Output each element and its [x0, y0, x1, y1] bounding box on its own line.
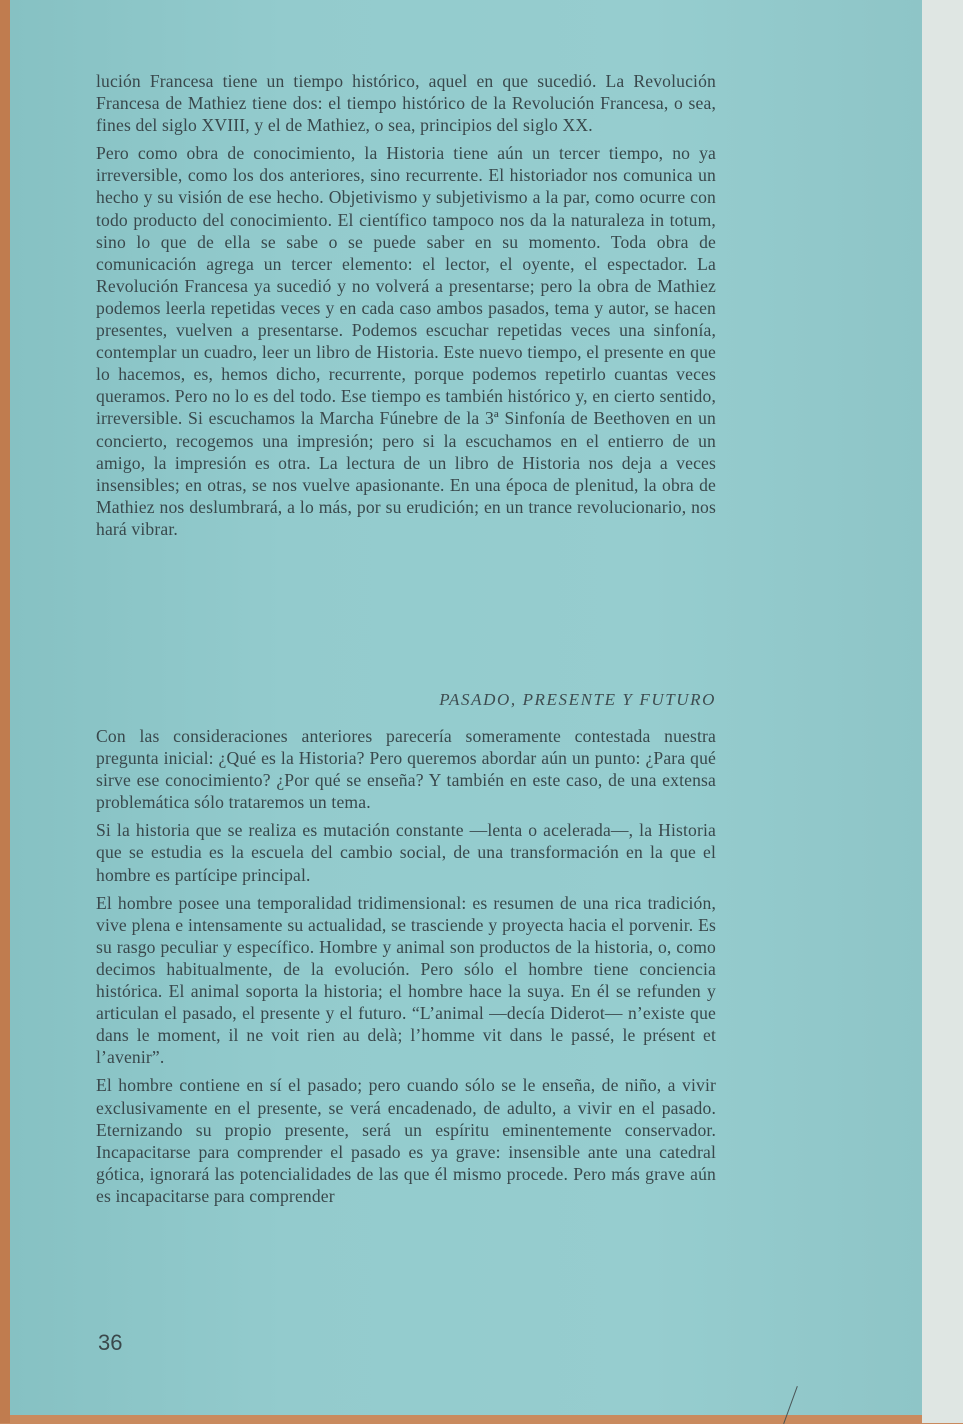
paragraph: lución Francesa tiene un tiempo histórico, aquel en que sucedió. La Revolución Francesa de Mathiez tiene dos: el tiempo histórico de la Revolución Francesa, o sea, fines del siglo XVIII, y el de Mathiez, o sea, principios del siglo XX. [96, 71, 716, 136]
section-1 [96, 70, 716, 546]
paragraph: Pero como obra de conocimiento, la Historia tiene aún un tercer tiempo, no ya irreversible, como los dos anteriores, sino recurrente. El historiador nos comunica un hecho y su visión de ese hecho. Objetivismo y subjetivismo a la par, como ocurre con todo producto del conocimiento. El científico tampoco nos da la naturaleza in totum, sino lo que de ella se sabe o se puede saber en su momento. Toda obra de comunicación agrega un tercer elemento: el lector, el oyente, el espectador. La Revolución Francesa ya sucedió y no volverá a presentarse; pero la obra de Mathiez podemos leerla repetidas veces y en cada caso ambos pasados, tema y autor, se hacen presentes, vuelven a presentarse. Podemos escuchar repetidas veces una sinfonía, contemplar un cuadro, leer un libro de Historia. Este nuevo tiempo, el presente en que lo hacemos, es, hemos dicho, recurrente, porque podemos repetirlo cuantas veces queramos. Pero no lo es del todo. Ese tiempo es también histórico y, en cierto sentido, irreversible. Si escuchamos la Marcha Fúnebre de la 3ª Sinfonía de Beethoven en un concierto, recogemos una impresión; pero si la escuchamos en el entierro de un amigo, la impresión es otra. La lectura de un libro de Historia nos deja a veces insensibles; en otras, se nos vuelve apasionante. En una época de plenitud, la obra de Mathiez nos deslumbrará, a lo más, por su erudición; en un trance revolucionario, nos hará vibrar. [96, 143, 716, 539]
section-heading: PASADO, PRESENTE Y FUTURO [439, 690, 716, 709]
page-edge-left [0, 0, 10, 1423]
section-2 [96, 725, 716, 1213]
paragraph: El hombre contiene en sí el pasado; pero cuando sólo se le enseña, de niño, a vivir exclusivamente en el presente, se verá encadenado, de adulto, a vivir en el pasado. Eternizando su propio presente, será un espíritu eminentemente conservador. Incapacitarse para comprender el pasado es ya grave: insensible ante una catedral gótica, ignorará las potencialidades de las que él mismo procede. Pero más grave aún es incapacitarse para comprender [96, 1075, 716, 1206]
paragraph: Con las consideraciones anteriores parecería someramente contestada nuestra pregunta inicial: ¿Qué es la Historia? Pero queremos abordar aún un punto: ¿Para qué sirve ese conocimiento? ¿Por qué se enseña? Y también en este caso, de una extensa problemática sólo trataremos un tema. [96, 726, 716, 813]
page-number: 36 [98, 1330, 123, 1355]
paragraph: Si la historia que se realiza es mutación constante —lenta o acelerada—, la Historia que se estudia es la escuela del cambio social, de una transformación en la que el hombre es partícipe principal. [96, 820, 716, 885]
paragraph: El hombre posee una temporalidad tridimensional: es resumen de una rica tradición, vive plena e intensamente su actualidad, se trasciende y proyecta hacia el porvenir. Es su rasgo peculiar y específico. Hombre y animal son productos de la historia, o, como decimos habitualmente, de la evolución. Pero sólo el hombre tiene conciencia histórica. El animal soporta la historia; el hombre hace la suya. En él se refunden y articulan el pasado, el presente y el futuro. “L’animal —decía Diderot— n’existe que dans le moment, il ne voit rien au delà; l’homme vit dans le passé, le présent et l’avenir”. [96, 892, 716, 1068]
page-edge-right [922, 0, 963, 1423]
